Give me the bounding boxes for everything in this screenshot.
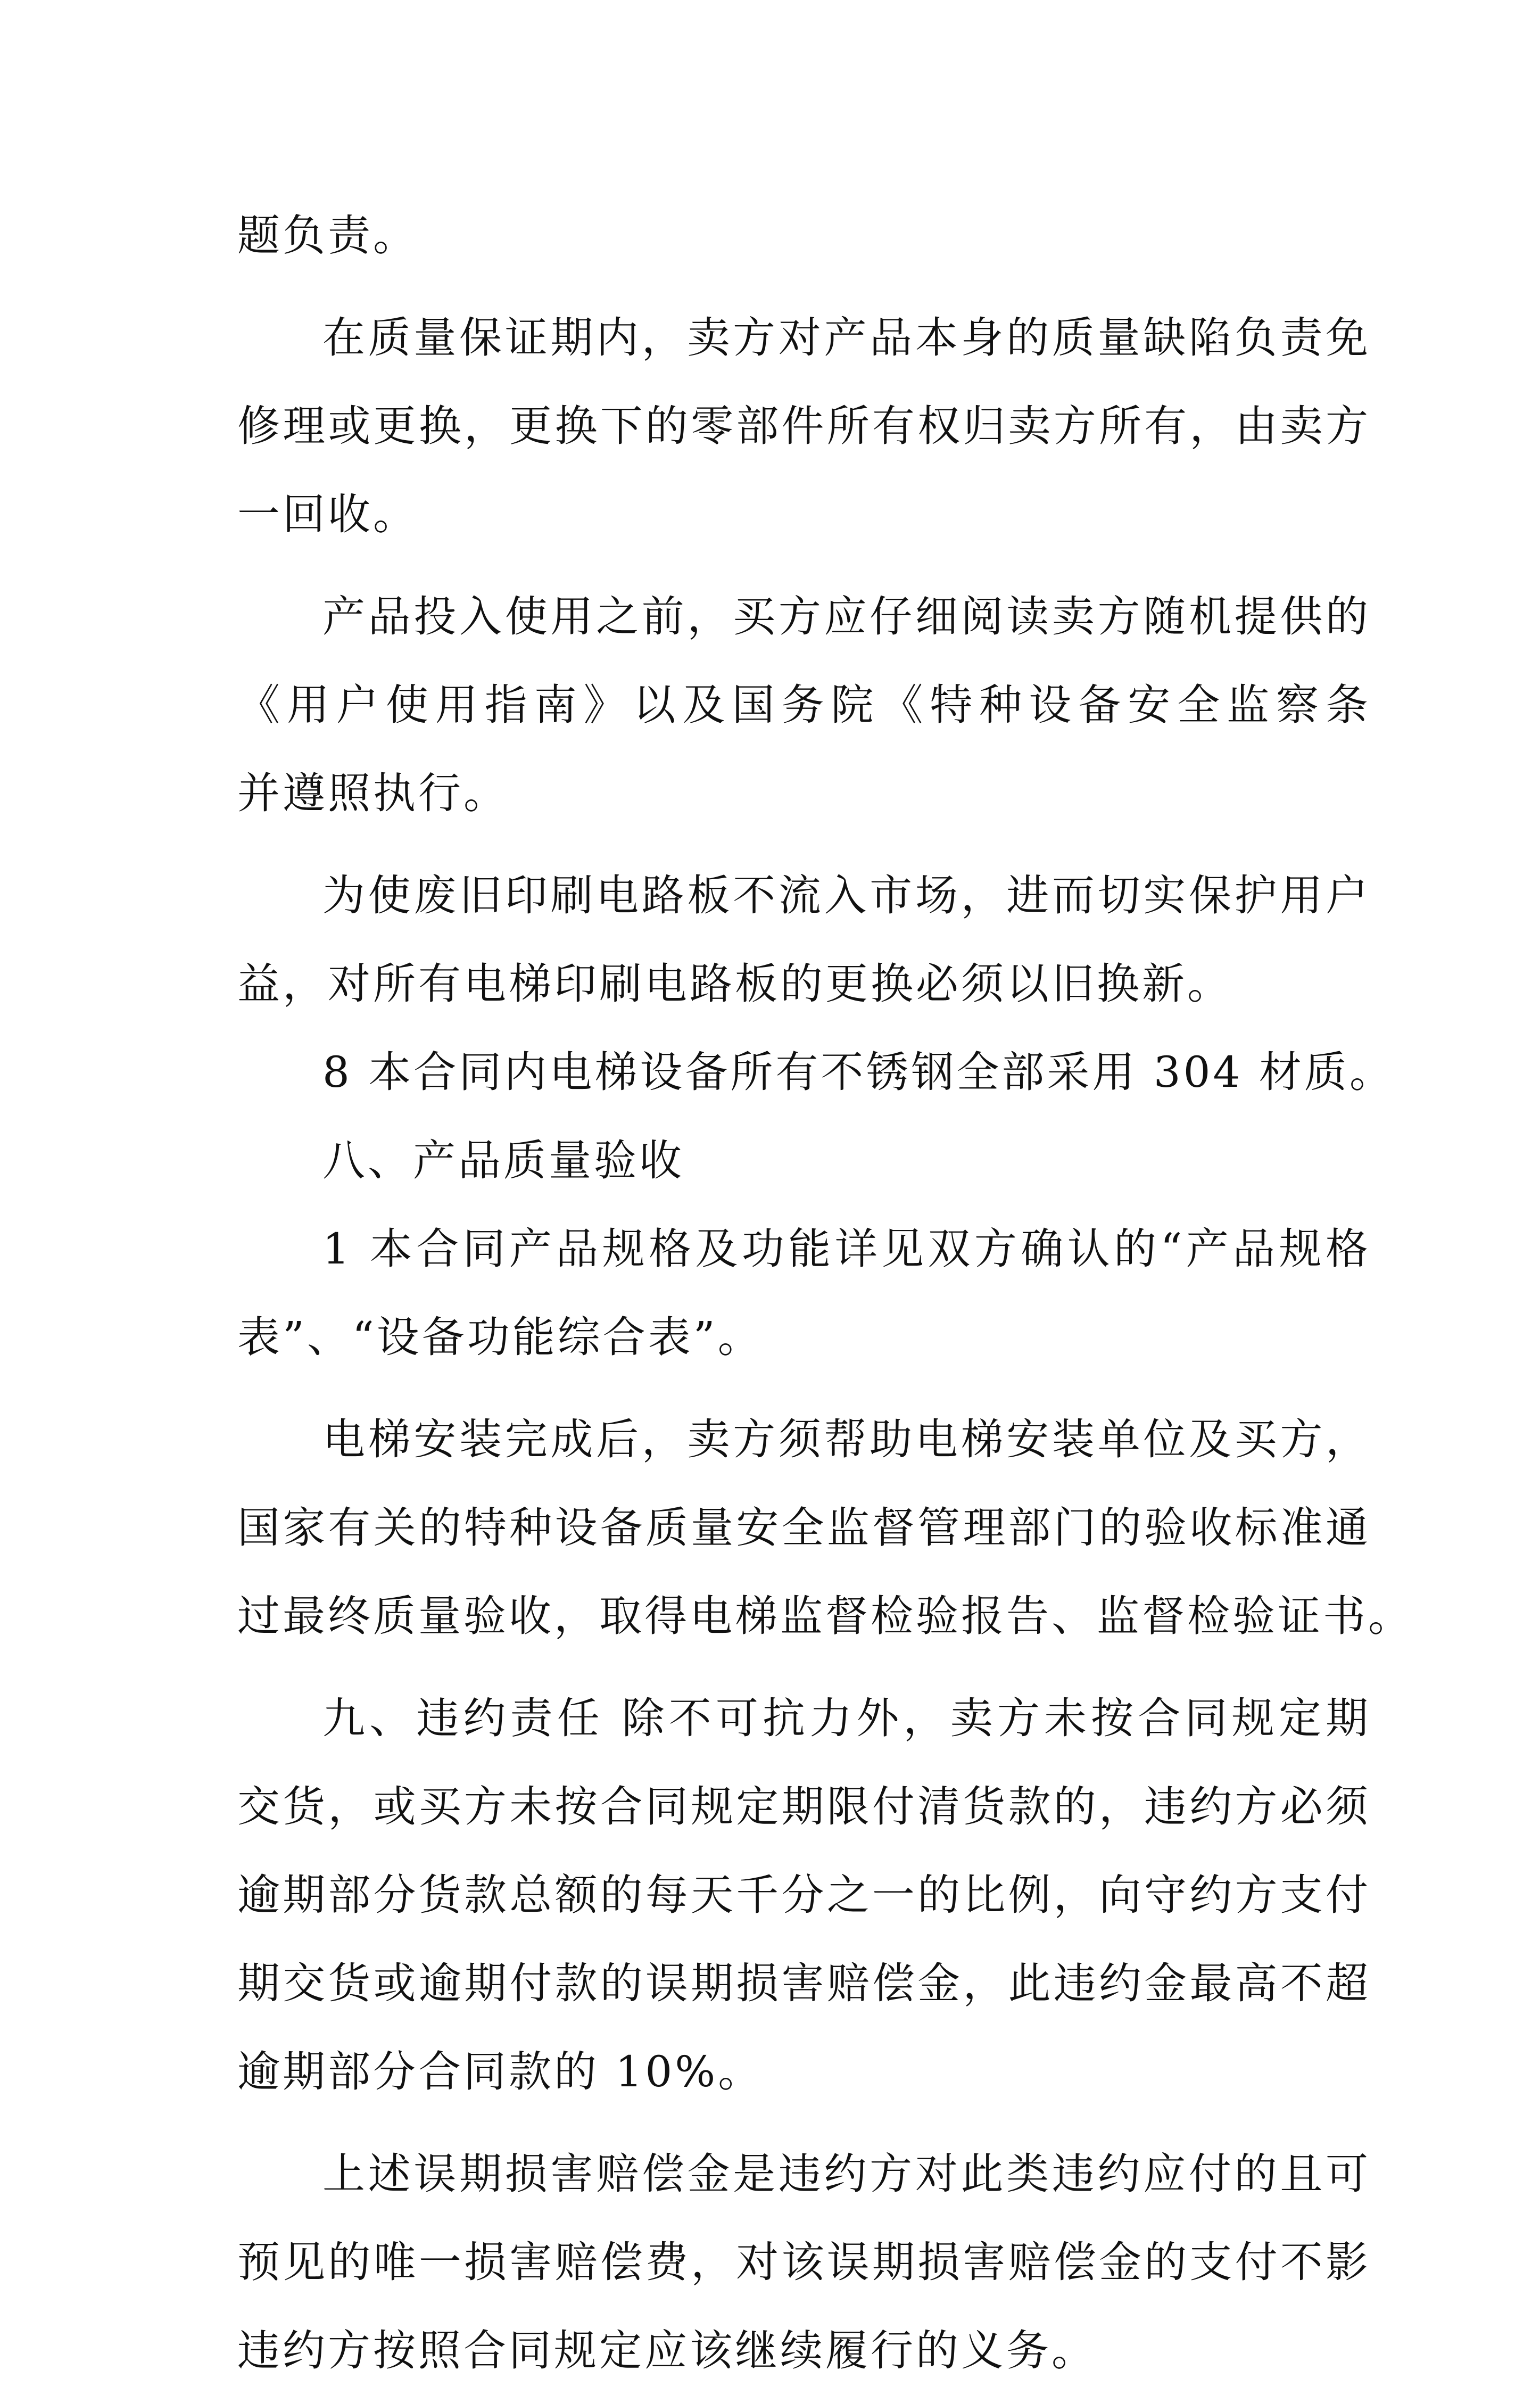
text-line: 在质量保证期内，卖方对产品本身的质量缺陷负责免	[322, 313, 1371, 362]
text-line: 国家有关的特种设备质量安全监督管理部门的验收标准通	[237, 1503, 1371, 1552]
text-line: 并遵照执行。	[237, 769, 509, 818]
text-line: 期交货或逾期付款的误期损害赔偿金，此违约金最高不超	[237, 1959, 1371, 2008]
paragraph-user-guide	[237, 573, 1371, 838]
paragraph-warranty-repair	[237, 294, 1371, 559]
text-line: 益，对所有电梯印刷电路板的更换必须以旧换新。	[237, 959, 1232, 1009]
text-line: 上述误期损害赔偿金是违约方对此类违约应付的且可	[322, 2149, 1371, 2199]
section-heading-quality-acceptance	[237, 1117, 1371, 1205]
text-line: 产品投入使用之前，买方应仔细阅读卖方随机提供的	[322, 592, 1371, 641]
document-body	[237, 192, 1413, 2395]
text-line: 1 本合同产品规格及功能详见双方确认的“产品规格	[322, 1224, 1371, 1274]
paragraph-installation-acceptance	[237, 1395, 1413, 1661]
text-line: 交货，或买方未按合同规定期限付清货款的，违约方必须	[237, 1782, 1371, 1831]
text-line: 过最终质量验收，取得电梯监督检验报告、监督检验证书。	[237, 1591, 1413, 1641]
text-line: 逾期部分货款总额的每天千分之一的比例，向守约方支付	[237, 1870, 1371, 1920]
paragraph-circuit-boards	[237, 852, 1371, 1028]
text-line: 九、违约责任 除不可抗力外，卖方未按合同规定期	[322, 1694, 1371, 1743]
text-line: 一回收。	[237, 490, 418, 539]
text-line: 预见的唯一损害赔偿费，对该误期损害赔偿金的支付不影	[237, 2237, 1371, 2287]
text-line: 逾期部分合同款的 10%。	[237, 2047, 764, 2096]
paragraph-breach-liability	[237, 1674, 1371, 2116]
section-heading: 八、产品质量验收	[322, 1136, 684, 1185]
text-line: 违约方按照合同规定应该继续履行的义务。	[237, 2326, 1097, 2375]
text-line: 为使废旧印刷电路板不流入市场，进而切实保护用户	[322, 871, 1371, 920]
text-line: 电梯安装完成后，卖方须帮助电梯安装单位及买方，	[322, 1415, 1371, 1464]
text-line: 8 本合同内电梯设备所有不锈钢全部采用 304 材质。	[322, 1047, 1395, 1097]
text-line: 修理或更换，更换下的零部件所有权归卖方所有，由卖方	[237, 401, 1371, 451]
text-line: 表”、“设备功能综合表”。	[237, 1312, 763, 1362]
paragraph-spec-tables	[237, 1205, 1371, 1382]
text-line: 《用户使用指南》以及国务院《特种设备安全监察条	[237, 680, 1371, 730]
paragraph-liquidated-damages	[237, 2130, 1371, 2395]
text-line: 题负责。	[237, 211, 418, 260]
paragraph-stainless-steel	[237, 1028, 1395, 1117]
paragraph-continuation	[237, 192, 1371, 280]
